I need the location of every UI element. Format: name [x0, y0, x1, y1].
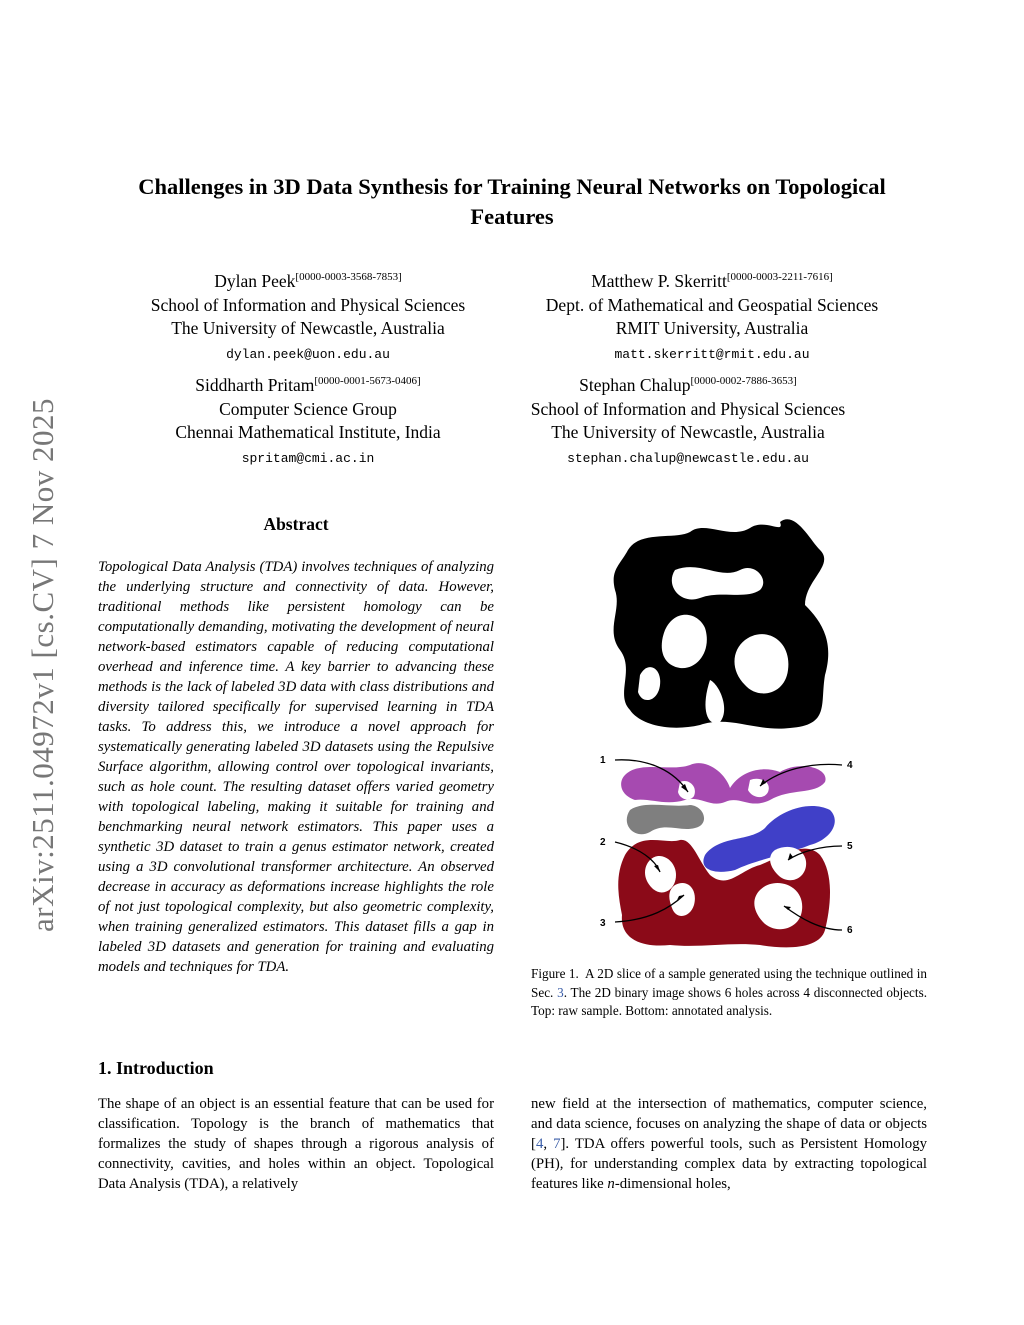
object-b: [627, 805, 704, 834]
section-ref-link[interactable]: 3: [557, 984, 564, 1000]
caption-text-1: A 2D slice of a sample generated using the technique outlined in Sec.: [531, 966, 927, 1000]
section-heading-introduction: 1. Introduction: [98, 1058, 214, 1078]
annotation-label-1: 1: [600, 755, 606, 766]
math-variable: n: [607, 1176, 615, 1192]
author-institution: The University of Newcastle, Australia: [171, 318, 445, 338]
author-institution: The University of Newcastle, Australia: [551, 422, 825, 442]
author-affiliation: Dept. of Mathematical and Geospatial Sciences: [545, 294, 879, 315]
annotation-label-3: 3: [600, 918, 606, 929]
author-name: Stephan Chalup[0000-0002-7886-3653]: [579, 375, 797, 395]
author-block: [480, 374, 896, 472]
author-name: Siddharth Pritam[0000-0001-5673-0406]: [195, 375, 421, 395]
intro-left-column: The shape of an object is an essential feature that can be used for classification. Topology is the branch of mathematics that formalizes the study of shapes through a rigorous analysis of connectivity, cavities, and holes within an object. Topological Data Analysis (TDA), a relatively: [98, 1096, 494, 1192]
author-affiliation: School of Information and Physical Sciences: [530, 398, 846, 419]
author-institution: RMIT University, Australia: [615, 318, 809, 338]
annotated-analysis-image: [618, 763, 835, 947]
annotation-label-2: 2: [600, 837, 606, 848]
figure-caption: [531, 965, 927, 1021]
author-block: [100, 374, 516, 472]
citation-link[interactable]: 7: [553, 1136, 561, 1152]
paper-title: Challenges in 3D Data Synthesis for Training Neural Networks on Topological Features: [138, 174, 886, 229]
raw-sample-image: [614, 519, 829, 728]
abstract-heading: Abstract: [263, 514, 329, 534]
citation-link[interactable]: 4: [535, 1136, 544, 1152]
annotation-label-5: 5: [847, 841, 853, 852]
author-block: [100, 270, 516, 368]
author-email[interactable]: dylan.peek@uon.edu.au: [226, 346, 390, 362]
annotation-label-4: 4: [847, 760, 853, 771]
author-affiliation: Computer Science Group: [219, 398, 397, 419]
caption-prefix: Figure 1.: [531, 966, 579, 981]
figure-1-graphic: [580, 510, 880, 955]
author-name: Matthew P. Skerritt[0000-0003-2211-7616]: [591, 271, 833, 291]
annotation-label-6: 6: [847, 925, 853, 936]
author-email[interactable]: stephan.chalup@newcastle.edu.au: [567, 450, 809, 466]
figure-1: [580, 510, 880, 955]
author-block: [504, 270, 920, 368]
abstract-text: Topological Data Analysis (TDA) involves techniques of analyzing the underlying structure and connectivity of data. However, traditional methods like persistent homology can be computationally demanding, motivating the development of neural network-based estimators capable of reducing computational overhead and inference time. A key barrier to advancing these methods is the lack of labeled 3D data with class distributions and diversity tailored specifically for supervised learning in TDA tasks. To address this, we introduce a novel approach for systematically generating labeled 3D datasets using the Repulsive Surface algorithm, allowing control over topological invariants, such as hole count. The resulting dataset offers varied geometry with topological labeling, making it suitable for training and benchmarking neural network estimators. This paper uses a synthetic 3D dataset to train a genus estimator network, created using a 3D convolutional transformer architecture. An observed decrease in accuracy as deformations increase highlights the role of not just topological complexity, but also geometric complexity, when training generalized estimators. This dataset fills a gap in labeled 3D datasets and generation for training and evaluating models and techniques for TDA.: [98, 559, 494, 975]
author-institution: Chennai Mathematical Institute, India: [175, 422, 441, 442]
intro-right-column: new field at the intersection of mathematics, computer science, and data science, focuses on analyzing the shape of data or objects [4, 7]. TDA offers powerful tools, such as Persistent Homology (PH), for understanding complex data by extracting topological features like n-dimensional holes,: [531, 1096, 927, 1192]
author-name: Dylan Peek[0000-0003-3568-7853]: [214, 271, 402, 291]
arxiv-identifier: arXiv:2511.04972v1 [cs.CV] 7 Nov 2025: [25, 398, 60, 932]
author-email[interactable]: matt.skerritt@rmit.edu.au: [614, 346, 810, 362]
author-affiliation: School of Information and Physical Sciences: [150, 294, 466, 315]
caption-text-2: . The 2D binary image shows 6 holes across 4 disconnected objects. Top: raw sample. Bottom: annotated analysis.: [531, 984, 928, 1018]
author-email[interactable]: spritam@cmi.ac.in: [241, 450, 375, 466]
